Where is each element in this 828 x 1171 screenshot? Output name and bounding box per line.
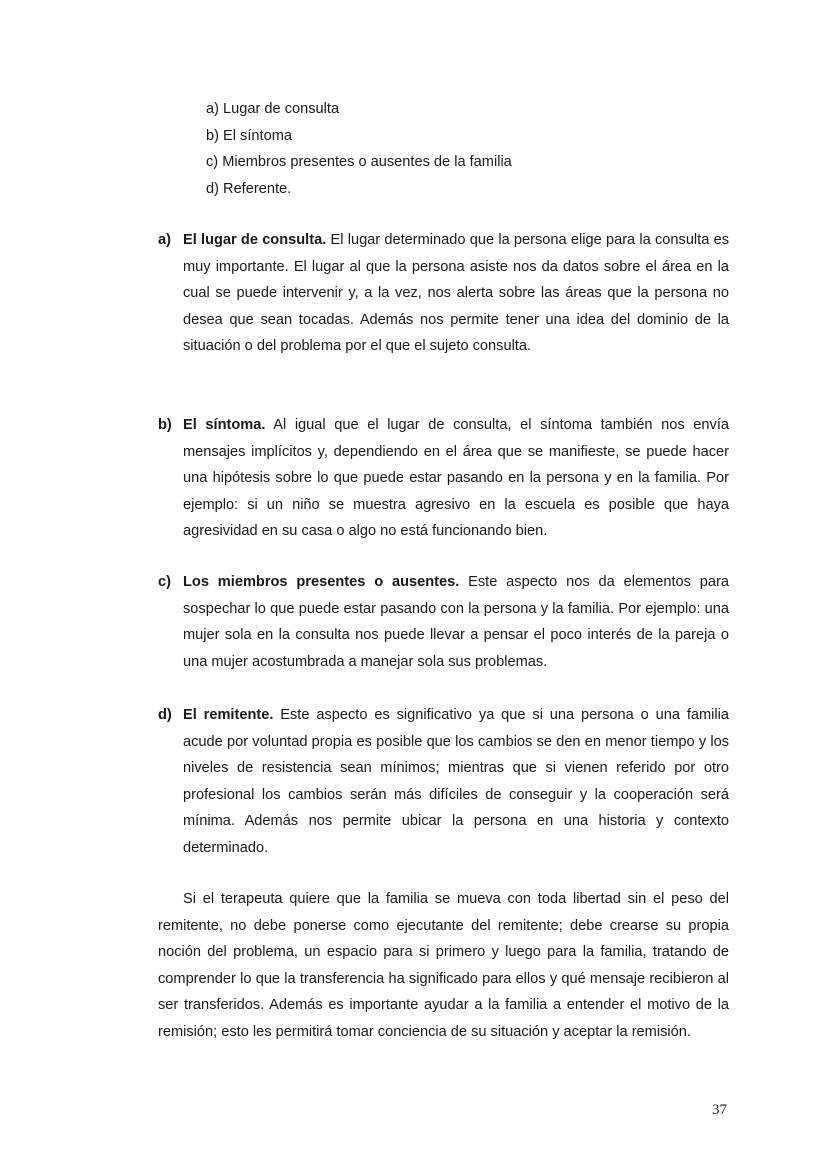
outline-list — [206, 96, 512, 202]
section-text: Este aspecto es significativo ya que si una persona o una familia acude por voluntad propia es posible que los cambios se den en menor tiempo y los niveles de resistencia sean mínimos; mientras que si vienen referido por otro profesional los cambios serán más difíciles de conseguir y la cooperación será mínima. Además nos permite ubicar la persona en una historia y contexto determinado. — [183, 707, 729, 856]
list-marker: d) — [158, 707, 172, 723]
outline-item-d: d) Referente. — [206, 180, 292, 197]
section-heading: El remitente. — [183, 707, 274, 723]
list-marker: b) — [158, 417, 172, 433]
section-text: El lugar determinado que la persona elige para la consulta es muy importante. El lugar al que la persona asiste nos da datos sobre el área en la cual se puede intervenir y, a la vez, nos alerta sobre las áreas que la persona no desea que sean tocadas. Además nos permite tener una idea del dominio de la situación o del problema por el que el sujeto consulta. — [183, 232, 729, 354]
section-sintoma — [158, 412, 729, 545]
section-remitente — [158, 702, 729, 861]
outline-item-b: b) El síntoma — [206, 127, 292, 144]
list-marker: a) — [158, 232, 171, 248]
section-body — [183, 227, 729, 360]
section-miembros — [158, 569, 729, 675]
section-heading: Los miembros presentes o ausentes. — [183, 574, 460, 590]
closing-paragraph: Si el terapeuta quiere que la familia se mueva con toda libertad sin el peso del remitente, no debe ponerse como ejecutante del remitente; debe crearse su propia noción del problema, un espacio para si primero y luego para la familia, tratando de comprender lo que la transferencia ha significado para ellos y qué mensaje recibieron al ser transferidos. Además es importante ayudar a la familia a entender el motivo de la remisión; esto les permitirá tomar conciencia de su situación y aceptar la remisión. — [158, 891, 729, 1040]
page-number: 37 — [712, 1102, 727, 1118]
section-heading: El síntoma. — [183, 417, 266, 433]
section-lugar-de-consulta — [158, 227, 729, 360]
section-heading: El lugar de consulta. — [183, 232, 327, 248]
section-text: Este aspecto nos da elementos para sospechar lo que puede estar pasando con la persona y la familia. Por ejemplo: una mujer sola en la consulta nos puede llevar a pensar el poco interés de la pareja o una mujer acostumbrada a manejar sola sus problemas. — [183, 574, 729, 670]
outline-item-a: a) Lugar de consulta — [206, 101, 340, 117]
outline-item-c: c) Miembros presentes o ausentes de la familia — [206, 154, 512, 170]
list-marker: c) — [158, 574, 171, 590]
section-body — [183, 569, 729, 675]
section-text: Al igual que el lugar de consulta, el síntoma también nos envía mensajes implícitos y, dependiendo en el área que se manifieste, se puede hacer una hipótesis sobre lo que puede estar pasando en la persona y en la familia. Por ejemplo: si un niño se muestra agresivo en la escuela es posible que haya agresividad en su casa o algo no está funcionando bien. — [183, 417, 729, 539]
section-body — [183, 702, 729, 861]
section-body — [183, 412, 729, 545]
